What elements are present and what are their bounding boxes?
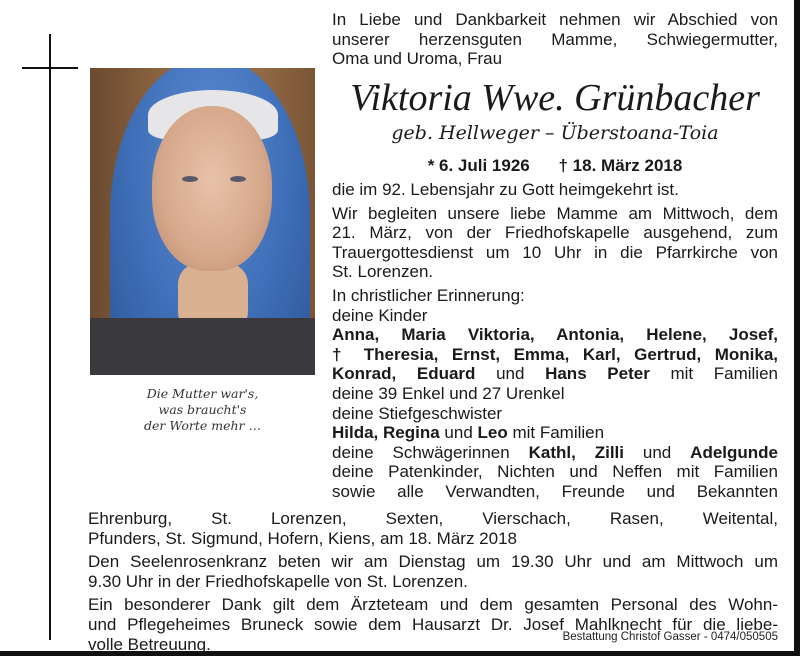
text-line bbox=[332, 462, 778, 482]
text-line bbox=[332, 443, 778, 463]
text-line bbox=[332, 482, 778, 502]
name-bold: Adelgunde bbox=[690, 442, 779, 462]
eye bbox=[230, 176, 246, 182]
text-line bbox=[332, 286, 525, 306]
name-bold: Leo bbox=[477, 423, 508, 443]
text-segment: mit Familien bbox=[507, 423, 605, 443]
text-segment: In Liebe und Dankbarkeit nehmen wir Abschied von bbox=[332, 10, 778, 29]
text-line bbox=[332, 306, 427, 326]
cross-icon-horizontal bbox=[22, 67, 78, 69]
text-line bbox=[88, 529, 517, 549]
name-bold: Anna, Maria Viktoria, Antonia, Helene, Josef, bbox=[332, 325, 778, 345]
caption-line: Die Mutter war's, bbox=[146, 386, 259, 401]
text-segment: Ehrenburg, St. Lorenzen, Sexten, Vierschach, Rasen, Weitental, bbox=[88, 509, 778, 528]
text-segment: volle Betreuung. bbox=[88, 634, 211, 654]
text-segment: Oma und Uroma, Frau bbox=[332, 49, 503, 69]
birth-name: geb. Hellweger – Überstoana-Toia bbox=[391, 122, 719, 144]
name-bold: Kathl, Zilli bbox=[528, 442, 624, 462]
text-segment: mit Familien bbox=[649, 364, 778, 384]
text-line bbox=[88, 595, 778, 615]
eye bbox=[182, 176, 198, 182]
portrait-photo bbox=[90, 68, 315, 375]
text-line bbox=[332, 262, 433, 282]
text-segment: Den Seelenrosenkranz beten wir am Dienstag um 19.30 Uhr und am Mittwoch um bbox=[88, 552, 778, 572]
text-segment: deine 39 Enkel und 27 Urenkel bbox=[332, 383, 565, 403]
birth-date: * 6. Juli 1926 bbox=[427, 156, 530, 175]
text-segment: unserer herzensguten Mamme, Schwiegermutter, bbox=[332, 29, 778, 49]
funeral-home-credit: Bestattung Christof Gasser - 0474/050505 bbox=[562, 631, 778, 643]
text-segment: und bbox=[475, 364, 546, 384]
text-line bbox=[332, 204, 778, 224]
text-line bbox=[332, 423, 604, 443]
name-bold: Hans Peter bbox=[545, 364, 650, 384]
border-right bbox=[794, 0, 800, 656]
announcement-text bbox=[332, 180, 778, 502]
text-line bbox=[88, 552, 778, 572]
text-line bbox=[88, 509, 778, 529]
text-segment: deine Kinder bbox=[332, 305, 428, 325]
text-segment: und Pflegeheimes Bruneck sowie dem Hausarzt Dr. Josef Mahlknecht für die liebe- bbox=[88, 614, 778, 634]
text-segment: deine Patenkinder, Nichten und Neffen mit Familien bbox=[332, 462, 778, 482]
text-segment: deine Schwägerinnen bbox=[332, 442, 529, 462]
text-line bbox=[332, 49, 502, 69]
text-segment: und bbox=[439, 423, 478, 443]
text-line bbox=[332, 10, 778, 30]
text-line bbox=[332, 325, 778, 345]
life-dates bbox=[330, 156, 780, 176]
text-segment: Trauergottesdienst um 10 Uhr in die Pfarrkirche von bbox=[332, 242, 778, 262]
face bbox=[152, 106, 272, 271]
text-line bbox=[332, 404, 502, 424]
text-segment: St. Lorenzen. bbox=[332, 262, 434, 282]
photo-caption bbox=[90, 386, 315, 434]
name-bold: † Theresia, Ernst, Emma, Karl, Gertrud, Monika, bbox=[332, 344, 778, 364]
text-segment: und bbox=[624, 442, 691, 462]
text-segment: Ein besonderer Dank gilt dem Ärzteteam und dem gesamten Personal des Wohn- bbox=[88, 595, 778, 615]
text-segment: 21. März, von der Friedhofskapelle ausgehend, zum bbox=[332, 223, 778, 243]
text-line bbox=[332, 384, 565, 404]
text-line bbox=[332, 180, 679, 200]
name-bold: Konrad, Eduard bbox=[332, 364, 476, 384]
text-segment: die im 92. Lebensjahr zu Gott heimgekehrt ist. bbox=[332, 180, 679, 199]
text-line bbox=[88, 572, 468, 592]
text-segment: 9.30 Uhr in der Friedhofskapelle von St. Lorenzen. bbox=[88, 571, 468, 591]
text-segment: sowie alle Verwandten, Freunde und Bekannten bbox=[332, 481, 778, 501]
name-bold: Hilda, Regina bbox=[332, 423, 440, 443]
text-line bbox=[332, 364, 778, 384]
text-segment: deine Stiefgeschwister bbox=[332, 403, 503, 423]
text-line bbox=[332, 30, 778, 50]
deceased-name: Viktoria Wwe. Grünbacher bbox=[350, 77, 760, 119]
death-date: † 18. März 2018 bbox=[558, 156, 683, 175]
caption-line: was braucht's bbox=[158, 402, 247, 417]
clothing bbox=[90, 318, 315, 375]
caption-line: der Worte mehr … bbox=[144, 418, 261, 433]
text-segment: In christlicher Erinnerung: bbox=[332, 285, 525, 305]
intro-text bbox=[332, 10, 778, 69]
text-line bbox=[332, 243, 778, 263]
text-segment: Pfunders, St. Sigmund, Hofern, Kiens, am 18. März 2018 bbox=[88, 528, 517, 548]
cross-icon-vertical bbox=[49, 34, 51, 640]
text-line bbox=[332, 223, 778, 243]
text-line bbox=[88, 635, 211, 655]
text-line bbox=[332, 345, 778, 365]
text-segment: Wir begleiten unsere liebe Mamme am Mittwoch, dem bbox=[332, 203, 778, 223]
